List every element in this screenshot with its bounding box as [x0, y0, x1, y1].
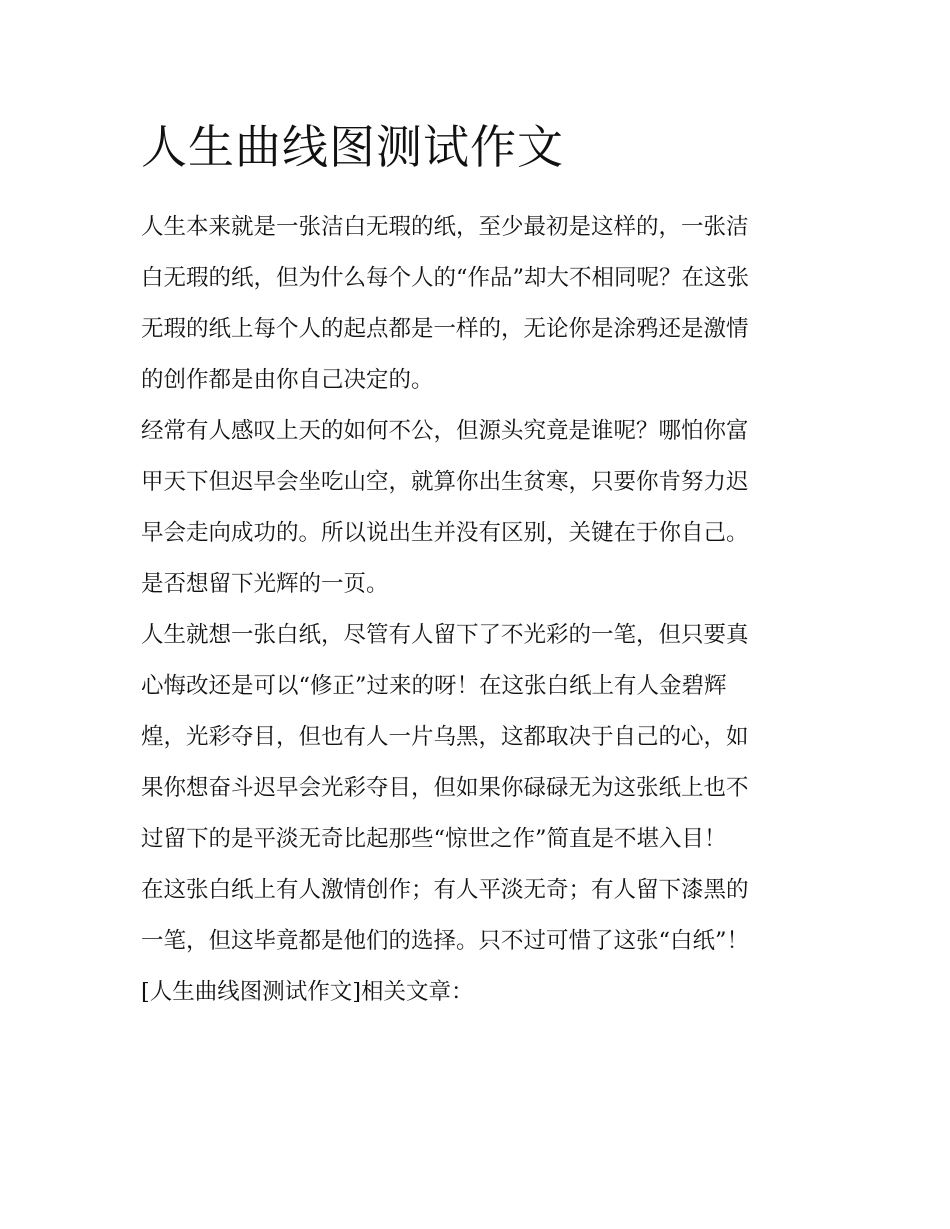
- paragraph: [141, 865, 813, 967]
- paragraph: [141, 406, 813, 610]
- text-line: 早会走向成功的。所以说出生并没有区别，关键在于你自己。: [141, 520, 749, 546]
- related-articles-heading: [141, 967, 813, 1018]
- text-line: 是否想留下光辉的一页。: [141, 571, 389, 597]
- text-line: 心悔改还是可以“修正”过来的呀！在这张白纸上有人金碧辉: [141, 673, 727, 699]
- text-line: 人生就想一张白纸，尽管有人留下了不光彩的一笔，但只要真: [141, 622, 749, 648]
- text-line: 的创作都是由你自己决定的。: [141, 367, 434, 393]
- paragraph: [141, 202, 813, 406]
- text-line: 人生本来就是一张洁白无瑕的纸，至少最初是这样的，一张洁: [141, 214, 749, 240]
- text-line: 煌，光彩夺目，但也有人一片乌黑，这都取决于自己的心，如: [141, 724, 749, 750]
- related-articles-link[interactable]: [人生曲线图测试作文]相关文章：: [141, 979, 474, 1005]
- text-line: 果你想奋斗迟早会光彩夺目，但如果你碌碌无为这张纸上也不: [141, 775, 749, 801]
- document-title: 人生曲线图测试作文: [141, 120, 564, 174]
- document-page: [141, 112, 813, 1018]
- text-line: 在这张白纸上有人激情创作；有人平淡无奇；有人留下漆黑的: [141, 877, 749, 903]
- paragraph: [141, 610, 813, 865]
- text-line: 白无瑕的纸，但为什么每个人的“作品”却大不相同呢？在这张: [141, 265, 750, 291]
- text-line: 甲天下但迟早会坐吃山空，就算你出生贫寒，只要你肯努力迟: [141, 469, 749, 495]
- text-line: 一笔，但这毕竟都是他们的选择。只不过可惜了这张“白纸”！: [141, 928, 750, 954]
- text-line: 经常有人感叹上天的如何不公，但源头究竟是谁呢？哪怕你富: [141, 418, 749, 444]
- text-line: 无瑕的纸上每个人的起点都是一样的，无论你是涂鸦还是激情: [141, 316, 749, 342]
- text-line: 过留下的是平淡无奇比起那些“惊世之作”简直是不堪入目！: [141, 826, 727, 852]
